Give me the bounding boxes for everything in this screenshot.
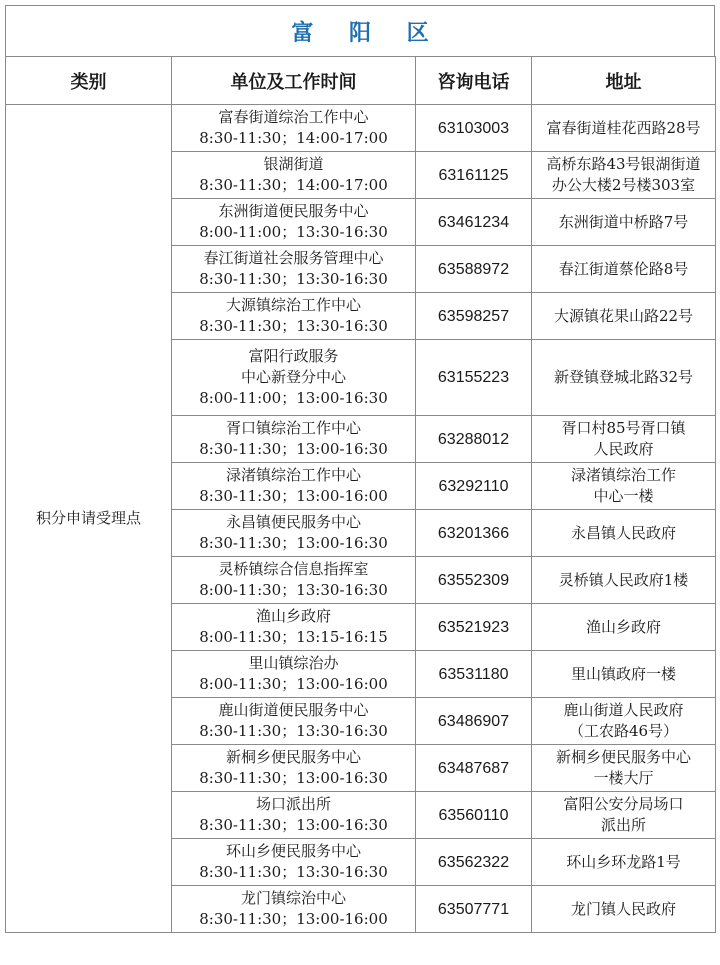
address-cell — [532, 651, 716, 698]
address-cell — [532, 792, 716, 839]
unit-cell-line: 8:00-11:30；13:15-16:15 — [199, 628, 388, 646]
unit-cell — [172, 651, 416, 698]
unit-cell — [172, 152, 416, 199]
address-cell-line: 派出所 — [600, 816, 646, 834]
unit-cell-line: 8:30-11:30；13:30-16:30 — [199, 722, 388, 740]
unit-cell-line: 富春街道综治工作中心 — [218, 108, 369, 126]
unit-cell — [172, 463, 416, 510]
address-cell-line: 里山镇政府一楼 — [570, 664, 676, 683]
unit-cell — [172, 604, 416, 651]
phone-cell: 63292110 — [416, 463, 532, 510]
address-cell — [532, 463, 716, 510]
address-cell — [532, 152, 716, 199]
address-cell-line: 新登镇登城北路32号 — [553, 368, 694, 386]
unit-cell-line: 8:30-11:30；13:30-16:30 — [199, 317, 388, 335]
address-cell — [532, 839, 716, 886]
unit-cell-line: 新桐乡便民服务中心 — [225, 748, 361, 766]
address-cell-line: 中心一楼 — [593, 487, 654, 505]
unit-cell-line: 春江街道社会服务管理中心 — [203, 249, 384, 267]
unit-cell-line: 银湖街道 — [263, 155, 324, 173]
address-cell-line: 办公大楼2号楼303室 — [551, 176, 696, 194]
address-cell — [532, 340, 716, 416]
unit-cell-line: 8:00-11:30；13:30-16:30 — [199, 581, 388, 599]
address-cell — [532, 604, 716, 651]
table-row — [6, 105, 716, 152]
unit-cell — [172, 839, 416, 886]
address-cell-line: 富阳公安分局场口 — [563, 795, 684, 813]
address-cell-line: 渔山乡政府 — [585, 617, 661, 636]
address-cell — [532, 105, 716, 152]
phone-cell: 63486907 — [416, 698, 532, 745]
unit-cell — [172, 557, 416, 604]
unit-cell-line: 大源镇综治工作中心 — [225, 296, 361, 314]
unit-cell-line: 场口派出所 — [255, 795, 331, 813]
address-cell-line: 龙门镇人民政府 — [570, 899, 676, 918]
unit-cell-line: 8:00-11:30；13:00-16:00 — [199, 675, 388, 693]
unit-cell-line: 8:30-11:30；13:30-16:30 — [199, 270, 388, 288]
phone-cell: 63288012 — [416, 416, 532, 463]
unit-cell-line: 8:30-11:30；13:00-16:30 — [199, 769, 388, 787]
address-cell-line: 春江街道蔡伦路8号 — [558, 259, 689, 278]
unit-cell-line: 灵桥镇综合信息指挥室 — [218, 560, 369, 578]
phone-cell: 63461234 — [416, 199, 532, 246]
unit-cell — [172, 199, 416, 246]
header-category: 类别 — [6, 57, 172, 105]
header-unit: 单位及工作时间 — [172, 57, 416, 105]
address-cell-line: 新桐乡便民服务中心 — [555, 748, 691, 766]
address-cell — [532, 510, 716, 557]
address-cell — [532, 199, 716, 246]
unit-cell-line: 8:30-11:30；14:00-17:00 — [199, 129, 388, 147]
phone-cell: 63598257 — [416, 293, 532, 340]
address-cell-line: 环山乡环龙路1号 — [566, 852, 681, 871]
address-cell-line: 人民政府 — [593, 440, 654, 458]
unit-cell-line: 8:30-11:30；13:00-16:30 — [199, 816, 388, 834]
address-cell-line: （工农路46号） — [568, 722, 679, 740]
phone-cell: 63562322 — [416, 839, 532, 886]
unit-cell-line: 胥口镇综治工作中心 — [225, 419, 361, 437]
unit-cell-line: 富阳行政服务 — [248, 347, 339, 365]
phone-cell: 63201366 — [416, 510, 532, 557]
unit-cell — [172, 246, 416, 293]
unit-cell-line: 东洲街道便民服务中心 — [218, 202, 369, 220]
phone-cell: 63552309 — [416, 557, 532, 604]
unit-cell — [172, 510, 416, 557]
unit-cell — [172, 293, 416, 340]
address-cell-line: 东洲街道中桥路7号 — [558, 212, 689, 231]
unit-cell — [172, 698, 416, 745]
phone-cell: 63531180 — [416, 651, 532, 698]
address-cell-line: 一楼大厅 — [593, 769, 654, 787]
unit-cell-line: 8:30-11:30；14:00-17:00 — [199, 176, 388, 194]
address-cell-line: 渌渚镇综治工作 — [570, 466, 676, 484]
unit-cell-line: 8:30-11:30；13:00-16:00 — [199, 910, 388, 928]
unit-cell-line: 8:30-11:30；13:00-16:00 — [199, 487, 388, 505]
unit-cell-line: 8:30-11:30；13:30-16:30 — [199, 863, 388, 881]
service-point-table — [5, 56, 716, 933]
district-title: 富 阳 区 — [291, 19, 443, 46]
address-cell-line: 大源镇花果山路22号 — [553, 306, 694, 325]
unit-cell-line: 永昌镇便民服务中心 — [225, 513, 361, 531]
unit-cell-line: 8:30-11:30；13:00-16:30 — [199, 440, 388, 458]
unit-cell-line: 鹿山街道便民服务中心 — [218, 701, 369, 719]
unit-cell-line: 环山乡便民服务中心 — [225, 842, 361, 860]
phone-cell: 63103003 — [416, 105, 532, 152]
phone-cell: 63560110 — [416, 792, 532, 839]
phone-cell: 63507771 — [416, 886, 532, 933]
address-cell-line: 富春街道桂花西路28号 — [546, 118, 701, 137]
unit-cell-line: 渌渚镇综治工作中心 — [225, 466, 361, 484]
unit-cell — [172, 416, 416, 463]
header-row — [6, 57, 716, 105]
phone-cell: 63487687 — [416, 745, 532, 792]
unit-cell-line: 里山镇综治办 — [248, 654, 339, 672]
address-cell-line: 永昌镇人民政府 — [570, 523, 676, 542]
address-cell-line: 高桥东路43号银湖街道 — [546, 155, 701, 173]
address-cell-line: 胥口村85号胥口镇 — [561, 419, 686, 437]
address-cell — [532, 293, 716, 340]
district-sheet — [5, 5, 715, 965]
unit-cell-line: 8:00-11:00；13:30-16:30 — [199, 223, 388, 241]
phone-cell: 63155223 — [416, 340, 532, 416]
phone-cell: 63521923 — [416, 604, 532, 651]
phone-cell: 63588972 — [416, 246, 532, 293]
unit-cell-line: 渔山乡政府 — [255, 607, 331, 625]
unit-cell — [172, 105, 416, 152]
unit-cell-line: 8:30-11:30；13:00-16:30 — [199, 534, 388, 552]
unit-cell — [172, 340, 416, 416]
address-cell — [532, 698, 716, 745]
header-address: 地址 — [532, 57, 716, 105]
address-cell — [532, 745, 716, 792]
title-row — [5, 5, 715, 56]
address-cell-line: 鹿山街道人民政府 — [563, 701, 684, 719]
address-cell — [532, 557, 716, 604]
unit-cell — [172, 745, 416, 792]
address-cell — [532, 886, 716, 933]
category-cell: 积分申请受理点 — [6, 105, 172, 933]
header-phone: 咨询电话 — [416, 57, 532, 105]
address-cell — [532, 416, 716, 463]
phone-cell: 63161125 — [416, 152, 532, 199]
unit-cell-line: 中心新登分中心 — [240, 368, 346, 386]
unit-cell-line: 8:00-11:00；13:00-16:30 — [199, 389, 388, 407]
unit-cell-line: 龙门镇综治中心 — [240, 889, 346, 907]
unit-cell — [172, 792, 416, 839]
address-cell — [532, 246, 716, 293]
address-cell-line: 灵桥镇人民政府1楼 — [558, 570, 689, 589]
unit-cell — [172, 886, 416, 933]
